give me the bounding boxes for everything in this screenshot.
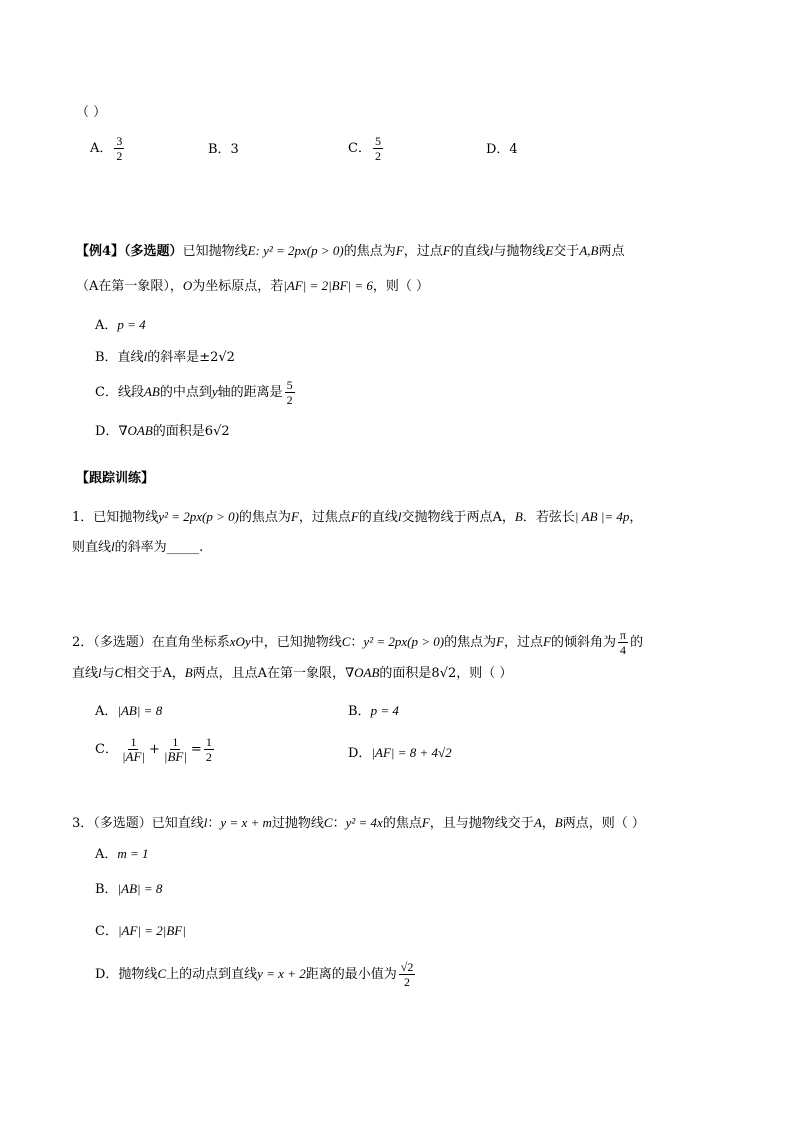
math-var: B [554, 815, 563, 830]
example4-line2 [76, 277, 429, 296]
text: 交于 [553, 244, 580, 259]
q2-option-d [348, 744, 452, 763]
math-var: F [395, 243, 404, 258]
option-label: D． [348, 746, 372, 761]
text: 的直线 [450, 244, 490, 259]
math-expr: p = 4 [117, 317, 146, 332]
q3-option-c [95, 922, 186, 941]
fraction [285, 378, 295, 407]
math-var: F [442, 243, 451, 258]
numerator: 3 [116, 134, 123, 148]
fraction [162, 735, 189, 764]
math-var: O [182, 278, 193, 293]
math-expr: m = 1 [117, 846, 149, 861]
math-var: l [98, 665, 102, 680]
option-label: C． [95, 742, 118, 757]
numerator: √2 [400, 960, 414, 974]
q2-line1 [72, 628, 643, 657]
text: 的中点到 [159, 385, 212, 400]
question-type: （多选题） [124, 244, 183, 259]
text: ： [332, 816, 346, 831]
option-label: C． [95, 924, 118, 939]
plus-sign: + [148, 742, 160, 757]
text: 轴的距离是 [217, 385, 283, 400]
math-var: C [114, 665, 124, 680]
denominator: |BF| [163, 749, 187, 764]
math-var: C [157, 966, 167, 981]
example4-option-b [95, 348, 235, 367]
text: 两点，则（ ） [562, 816, 645, 831]
option-label: C．线段 [95, 385, 144, 400]
text: 3．（多选题）已知直线 [72, 816, 204, 831]
equals-sign: = [190, 742, 202, 757]
q3-option-a [95, 845, 149, 864]
math-expr: | AB |= 4p [574, 509, 630, 524]
math-var: C [341, 634, 351, 649]
math-var: AB [143, 384, 160, 399]
option-label: D． [95, 424, 119, 439]
text: ，且与抛物线交于 [429, 816, 534, 831]
q3-option-d [95, 960, 417, 989]
text: ．若弦长 [522, 510, 575, 525]
math-expr: p = 4 [370, 703, 399, 718]
math-var: l [489, 243, 494, 258]
math-expr: |AF| = 2|BF| = 6 [283, 278, 373, 293]
option-c [348, 134, 385, 163]
math-expr: y² = 2px(p > 0) [363, 634, 445, 649]
text: 已知抛物线 [182, 244, 248, 259]
math-var: B [184, 665, 193, 680]
math-var: l [397, 509, 402, 524]
math-expr: ∇OAB [118, 423, 153, 438]
numerator: 1 [130, 735, 137, 749]
text: 距离的最小值为 [305, 967, 397, 982]
q3-line1 [72, 814, 645, 833]
option-b: B．3 [208, 142, 239, 157]
q2-option-b [348, 702, 399, 721]
math-expr: y = x + m [220, 815, 272, 830]
text: 的焦点为 [343, 244, 396, 259]
text: ，则（ ） [372, 279, 430, 294]
denominator: 2 [116, 149, 123, 163]
text: ，过点 [504, 635, 544, 650]
text: 1．已知抛物线 [72, 510, 159, 525]
text: （A在第一象限）， [76, 279, 183, 294]
math-expr: |AB| = 8 [117, 703, 163, 718]
fraction [120, 735, 147, 764]
text: 交抛物线于两点A， [401, 510, 515, 525]
math-var: B [514, 509, 523, 524]
example-tag: 【例4】 [76, 244, 125, 259]
math-expr: ∇OAB [345, 665, 380, 680]
option-label: A． [95, 704, 118, 719]
q3-option-b [95, 880, 162, 899]
q1-line2 [72, 538, 203, 557]
fraction [114, 134, 124, 163]
math-var: F [290, 509, 299, 524]
text: ，过焦点 [298, 510, 351, 525]
numerator: 1 [172, 735, 179, 749]
option-label: D．抛物线 [95, 967, 158, 982]
text: 为坐标原点，若 [192, 279, 284, 294]
denominator: 2 [286, 393, 293, 407]
option-label: C． [348, 141, 371, 156]
option-label: B． [95, 882, 118, 897]
fraction [204, 735, 214, 764]
section-title: 【跟踪训练】 [76, 471, 155, 486]
text: 则直线 [72, 540, 112, 555]
denominator: 2 [374, 149, 381, 163]
text: 2．（多选题）在直角坐标系 [72, 635, 230, 650]
fraction [373, 134, 383, 163]
math-var: F [496, 634, 505, 649]
text: 的焦点为 [444, 635, 497, 650]
math-expr: |AF| = 8 + 4√2 [371, 745, 452, 760]
option-d: D．4 [486, 142, 518, 157]
option-a [90, 134, 126, 163]
fraction [618, 628, 628, 657]
option-label: A． [95, 318, 118, 333]
math-var: A,B [579, 243, 599, 258]
text: ： [350, 635, 364, 650]
q2-option-a [95, 702, 162, 721]
text: 的直线 [358, 510, 398, 525]
example4-option-a [95, 316, 146, 335]
q2-option-c [95, 735, 216, 764]
math-var: l [111, 539, 115, 554]
math-expr: |AF| = 2|BF| [117, 923, 186, 938]
example4-option-c [95, 378, 297, 407]
text: 中，已知抛物线 [250, 635, 342, 650]
text: 的焦点 [382, 816, 422, 831]
math-var: F [421, 815, 430, 830]
numerator: 1 [205, 735, 212, 749]
text: 的斜率为_____. [114, 540, 204, 555]
numerator: π [620, 628, 627, 642]
denominator: 2 [205, 750, 212, 764]
text: 的焦点为 [238, 510, 291, 525]
math-expr: E: y² = 2px(p > 0) [247, 243, 344, 258]
fraction [399, 960, 416, 989]
text: ， [541, 816, 555, 831]
math-expr: y² = 2px(p > 0) [158, 509, 239, 524]
math-var: A [533, 815, 542, 830]
math-var: y [211, 384, 218, 399]
text: ， [629, 510, 643, 525]
text: 过抛物线 [271, 816, 324, 831]
math-expr: y² = 4x [345, 815, 383, 830]
option-label: A． [90, 141, 113, 156]
text: 与抛物线 [493, 244, 546, 259]
text: 与 [101, 666, 115, 681]
math-var: F [543, 634, 551, 649]
numerator: 5 [286, 378, 293, 392]
option-label: B． [348, 704, 371, 719]
text: 的 [630, 635, 644, 650]
example4-option-d [95, 422, 230, 441]
math-var: E [545, 243, 554, 258]
math-var: l [203, 815, 208, 830]
q1-line1 [72, 508, 642, 527]
denominator: 4 [620, 643, 627, 657]
text: 的面积是6√2 [152, 424, 230, 439]
math-var: l [143, 349, 148, 364]
denominator: |AF| [121, 749, 145, 764]
option-label: A． [95, 847, 118, 862]
math-expr: |AB| = 8 [117, 881, 163, 896]
example4-line1 [76, 242, 624, 261]
text: 上的动点到直线 [166, 967, 258, 982]
text: ： [207, 816, 221, 831]
math-expr: y = x + 2 [257, 966, 306, 981]
text: ，过点 [403, 244, 443, 259]
math-var: xOy [229, 634, 251, 649]
text: 的斜率是±2√2 [147, 350, 235, 365]
math-var: F [350, 509, 359, 524]
answer-paren: （ ） [76, 105, 107, 120]
text: 两点 [598, 244, 625, 259]
text: 直线 [72, 666, 99, 681]
text: 的倾斜角为 [551, 635, 617, 650]
numerator: 5 [374, 134, 381, 148]
option-label: B．直线 [95, 350, 144, 365]
text: 的面积是8√2，则（ ） [379, 666, 513, 681]
denominator: 2 [404, 975, 411, 989]
math-var: C [323, 815, 333, 830]
text: 两点，且点A在第一象限， [192, 666, 346, 681]
text: 相交于A， [123, 666, 185, 681]
q2-line2 [72, 664, 512, 683]
